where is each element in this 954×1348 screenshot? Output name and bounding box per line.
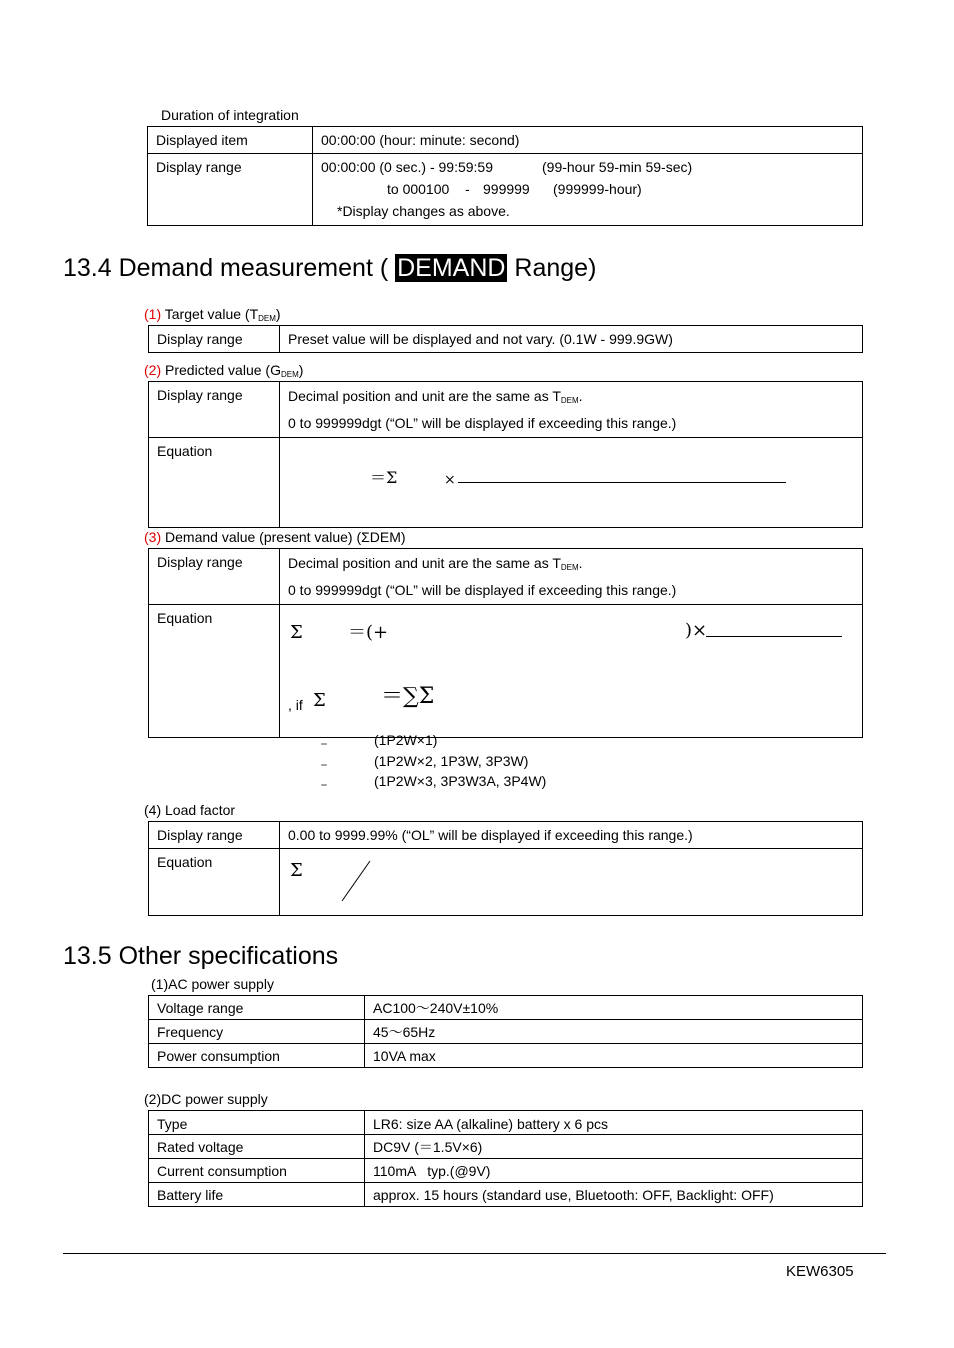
dc-power-table bbox=[148, 1110, 863, 1207]
ac-row-value: 10VA max bbox=[365, 1044, 863, 1068]
range-end-note: (999999-hour) bbox=[553, 181, 642, 197]
integration-caption: Duration of integration bbox=[161, 107, 299, 123]
predicted-equation bbox=[280, 438, 863, 528]
heading-text: 13.4 Demand measurement ( bbox=[63, 254, 396, 282]
subscript: DEM bbox=[560, 563, 579, 572]
table-row bbox=[149, 438, 863, 528]
item-title: Target value (T bbox=[161, 306, 259, 322]
table-row bbox=[149, 1159, 863, 1183]
ac-power-table bbox=[148, 995, 863, 1068]
wiring-note: (1P2W×1) bbox=[374, 732, 438, 748]
subscript: DEM bbox=[560, 396, 579, 405]
table-row bbox=[149, 382, 863, 438]
footer-model: KEW6305 bbox=[786, 1263, 854, 1280]
item-number: (3) bbox=[144, 529, 162, 545]
predicted-range-line1 bbox=[288, 385, 854, 412]
target-value-label: Display range bbox=[149, 326, 280, 353]
equation-symbol: )× bbox=[685, 620, 708, 641]
text: . bbox=[578, 388, 583, 404]
demand-range-value bbox=[280, 549, 863, 605]
sigma-symbol: Σ bbox=[290, 622, 303, 643]
table-row bbox=[149, 1183, 863, 1207]
table-row bbox=[148, 127, 863, 154]
demand-equation bbox=[280, 605, 863, 738]
predicted-equation-label: Equation bbox=[149, 438, 280, 528]
table-row bbox=[149, 605, 863, 738]
dc-row-label: Rated voltage bbox=[149, 1135, 365, 1159]
predicted-range-value bbox=[280, 382, 863, 438]
dc-row-label: Current consumption bbox=[149, 1159, 365, 1183]
summation-symbol: ＝∑Σ bbox=[381, 684, 435, 709]
equation-if: , if bbox=[288, 697, 303, 713]
load-factor-range-label: Display range bbox=[149, 822, 280, 849]
list-item bbox=[318, 751, 618, 772]
range-start-note: (99-hour 59-min 59-sec) bbox=[542, 159, 693, 175]
subscript: DEM bbox=[258, 314, 276, 323]
integration-row1-label: Displayed item bbox=[148, 127, 313, 154]
item-title: Demand value (present value) (ΣDEM) bbox=[161, 529, 406, 545]
target-value-table bbox=[148, 325, 863, 353]
integration-row2-label: Display range bbox=[148, 154, 313, 226]
target-value-title bbox=[144, 306, 281, 323]
predicted-range-line2: 0 to 999999dgt (“OL” will be displayed if exceeding this range.) bbox=[288, 415, 677, 431]
dc-row-label: Battery life bbox=[149, 1183, 365, 1207]
load-factor-title: (4) Load factor bbox=[144, 802, 236, 818]
table-row bbox=[149, 1111, 863, 1135]
text: Decimal position and unit are the same as T bbox=[288, 555, 561, 571]
item-title: Predicted value (G bbox=[161, 362, 281, 378]
heading-text-end: Range) bbox=[507, 254, 597, 282]
fraction-line bbox=[706, 636, 842, 637]
integration-row2-value bbox=[313, 154, 863, 226]
demand-value-title bbox=[144, 529, 406, 545]
sigma-symbol: Σ bbox=[313, 690, 326, 711]
equals-symbol: ＝ bbox=[320, 760, 328, 770]
range-dash: - bbox=[465, 181, 470, 197]
load-factor-table bbox=[148, 821, 863, 916]
load-factor-range-value: 0.00 to 9999.99% (“OL” will be displayed if exceeding this range.) bbox=[280, 822, 863, 849]
range-to: to 000100 bbox=[387, 181, 450, 197]
demand-range-line2: 0 to 999999dgt (“OL” will be displayed if exceeding this range.) bbox=[288, 582, 677, 598]
integration-table bbox=[147, 126, 863, 226]
dc-row-value: DC9V (＝1.5V×6) bbox=[365, 1135, 863, 1159]
section-heading-demand bbox=[63, 253, 596, 283]
demand-range-label: Display range bbox=[149, 549, 280, 605]
demand-equation-label: Equation bbox=[149, 605, 280, 738]
equation-symbol: ＝Σ bbox=[370, 468, 398, 487]
equals-symbol: ＝ bbox=[320, 781, 328, 790]
section-heading-other: 13.5 Other specifications bbox=[63, 942, 339, 970]
ac-power-title: (1)AC power supply bbox=[151, 976, 274, 992]
table-row bbox=[149, 1044, 863, 1068]
text: Decimal position and unit are the same as T bbox=[288, 388, 561, 404]
wiring-note: (1P2W×2, 1P3W, 3P3W) bbox=[374, 752, 529, 769]
predicted-range-label: Display range bbox=[149, 382, 280, 438]
table-row bbox=[149, 849, 863, 916]
dc-row-value: LR6: size AA (alkaline) battery x 6 pcs bbox=[365, 1111, 863, 1135]
table-row bbox=[148, 154, 863, 226]
table-row bbox=[149, 822, 863, 849]
integration-row1-value: 00:00:00 (hour: minute: second) bbox=[313, 127, 863, 154]
equation-symbol: ＝(+ bbox=[348, 622, 389, 643]
paren: ) bbox=[275, 306, 281, 322]
load-factor-equation-label: Equation bbox=[149, 849, 280, 916]
dc-row-value: approx. 15 hours (standard use, Bluetooth: OFF, Backlight: OFF) bbox=[365, 1183, 863, 1207]
ac-row-label: Power consumption bbox=[149, 1044, 365, 1068]
equals-symbol: ＝ bbox=[320, 740, 328, 749]
subscript: DEM bbox=[280, 370, 299, 379]
table-row bbox=[149, 996, 863, 1020]
table-row bbox=[149, 549, 863, 605]
target-value-value: Preset value will be displayed and not vary. (0.1W - 999.9GW) bbox=[280, 326, 863, 353]
predicted-value-title bbox=[144, 362, 303, 379]
integration-range-line1 bbox=[321, 156, 854, 178]
table-row bbox=[149, 326, 863, 353]
footer-rule bbox=[63, 1253, 886, 1254]
dc-row-value: 110mA typ.(@9V) bbox=[365, 1159, 863, 1183]
dc-power-title: (2)DC power supply bbox=[144, 1091, 268, 1107]
ac-row-label: Frequency bbox=[149, 1020, 365, 1044]
demand-range-badge: DEMAND bbox=[397, 254, 506, 282]
integration-range-line2 bbox=[321, 178, 854, 200]
range-start: 00:00:00 (0 sec.) - 99:59:59 bbox=[321, 159, 493, 175]
text: . bbox=[578, 555, 583, 571]
integration-range-note: *Display changes as above. bbox=[337, 203, 510, 219]
demand-value-table bbox=[148, 548, 863, 738]
wiring-notes bbox=[318, 730, 618, 792]
table-row bbox=[149, 1135, 863, 1159]
load-factor-equation bbox=[280, 849, 863, 916]
sigma-symbol: Σ bbox=[290, 860, 303, 881]
wiring-note: (1P2W×3, 3P3W3A, 3P4W) bbox=[374, 773, 547, 789]
demand-range-line1 bbox=[288, 552, 854, 579]
equation-symbol: × bbox=[444, 472, 456, 488]
paren: ) bbox=[298, 362, 304, 378]
ac-row-label: Voltage range bbox=[149, 996, 365, 1020]
item-number: (1) bbox=[144, 306, 162, 322]
predicted-value-table bbox=[148, 381, 863, 528]
range-end: 999999 bbox=[483, 181, 530, 197]
ac-row-value: 45～65Hz bbox=[365, 1020, 863, 1044]
division-slash-icon bbox=[340, 859, 372, 903]
list-item bbox=[318, 730, 618, 751]
fraction-line bbox=[458, 482, 786, 483]
list-item bbox=[318, 771, 618, 792]
table-row bbox=[149, 1020, 863, 1044]
ac-row-value: AC100～240V±10% bbox=[365, 996, 863, 1020]
dc-row-label: Type bbox=[149, 1111, 365, 1135]
item-number: (2) bbox=[144, 362, 162, 378]
